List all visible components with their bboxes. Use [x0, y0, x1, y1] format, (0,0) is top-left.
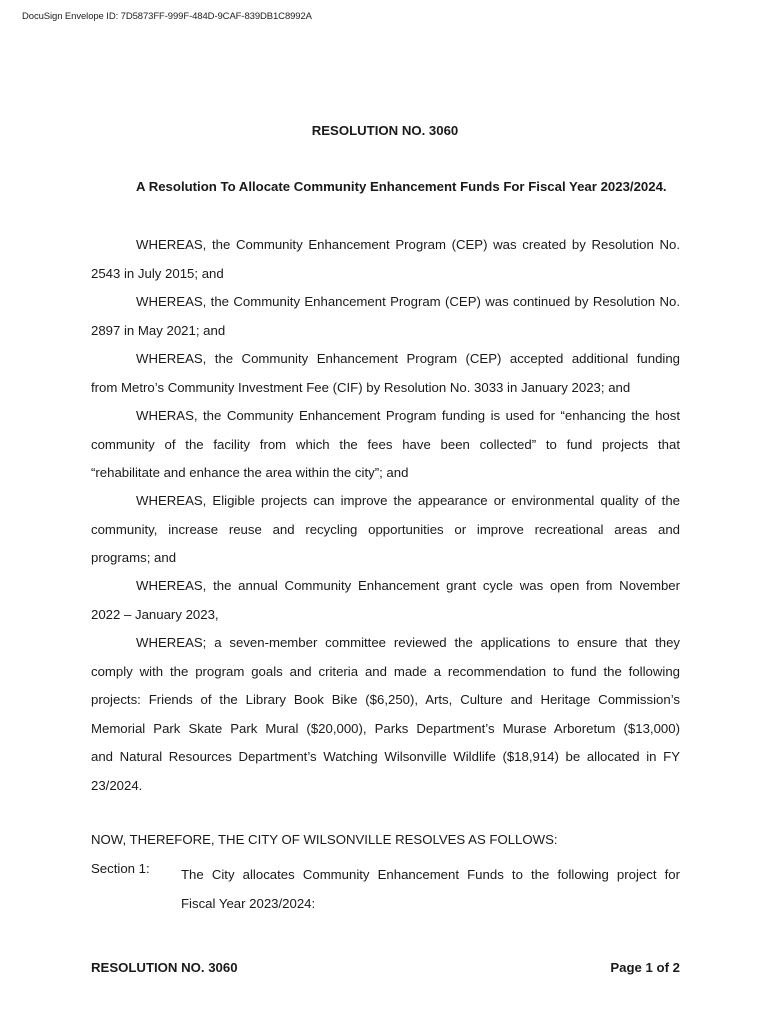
- whereas-7-line-1: WHEREAS; a seven-member committee reviewed the applications to ensure that they: [136, 635, 680, 650]
- whereas-5-line-1: WHEREAS, Eligible projects can improve the appearance or environmental quality of the: [136, 493, 680, 508]
- whereas-clause-1: [91, 231, 680, 288]
- whereas-1-line-1: WHEREAS, the Community Enhancement Program (CEP) was created by Resolution No.: [136, 237, 680, 252]
- whereas-5-line-2: community, increase reuse and recycling opportunities or improve recreational areas and: [91, 521, 680, 537]
- whereas-2-line-1: WHEREAS, the Community Enhancement Program (CEP) was continued by Resolution No.: [136, 294, 680, 309]
- footer-page-number: Page 1 of 2: [610, 960, 680, 975]
- section-1-text: [181, 861, 680, 918]
- whereas-6-line-1: WHEREAS, the annual Community Enhancement grant cycle was open from November: [136, 578, 680, 593]
- whereas-1-line-2: 2543 in July 2015; and: [91, 265, 224, 281]
- section-1-line-2: Fiscal Year 2023/2024:: [181, 895, 316, 911]
- whereas-clause-4: [91, 402, 680, 488]
- whereas-4-line-3: “rehabilitate and enhance the area within the city”; and: [91, 465, 409, 480]
- section-1-label: Section 1:: [91, 861, 150, 876]
- whereas-7-line-4: Memorial Park Skate Park Mural ($20,000), Parks Department’s Murase Arboretum ($13,000): [91, 720, 680, 736]
- section-1-line-1: The City allocates Community Enhancement Funds to the following project for: [181, 867, 680, 882]
- whereas-clause-6: [91, 572, 680, 629]
- whereas-2-line-2: 2897 in May 2021; and: [91, 322, 226, 338]
- whereas-7-line-6: 23/2024.: [91, 777, 143, 793]
- whereas-4-line-1: WHERAS, the Community Enhancement Program funding is used for “enhancing the host: [136, 408, 680, 423]
- whereas-7-line-5: and Natural Resources Department’s Watching Wilsonville Wildlife ($18,914) be allocated in FY: [91, 749, 680, 764]
- resolves-heading: NOW, THEREFORE, THE CITY OF WILSONVILLE RESOLVES AS FOLLOWS:: [91, 832, 558, 847]
- whereas-6-line-2: 2022 – January 2023,: [91, 606, 219, 622]
- whereas-clause-5: [91, 487, 680, 573]
- docusign-envelope-id: DocuSign Envelope ID: 7D5873FF-999F-484D-9CAF-839DB1C8992A: [22, 11, 312, 22]
- whereas-3-line-2: from Metro’s Community Investment Fee (CIF) by Resolution No. 3033 in January 2023; and: [91, 379, 631, 395]
- whereas-3-line-1: WHEREAS, the Community Enhancement Program (CEP) accepted additional funding: [136, 351, 680, 366]
- whereas-clause-7: [91, 629, 680, 800]
- whereas-7-line-3: projects: Friends of the Library Book Bike ($6,250), Arts, Culture and Heritage Commission’s: [91, 692, 680, 707]
- footer-resolution-number: RESOLUTION NO. 3060: [91, 960, 238, 975]
- whereas-clause-2: [91, 288, 680, 345]
- whereas-4-line-2: community of the facility from which the fees have been collected” to fund projects that: [91, 436, 680, 452]
- resolution-subtitle: A Resolution To Allocate Community Enhancement Funds For Fiscal Year 2023/2024.: [136, 179, 667, 194]
- whereas-5-line-3: programs; and: [91, 550, 177, 565]
- whereas-clause-3: [91, 345, 680, 402]
- whereas-7-line-2: comply with the program goals and criteria and made a recommendation to fund the following: [91, 663, 680, 679]
- resolution-title: RESOLUTION NO. 3060: [311, 123, 459, 138]
